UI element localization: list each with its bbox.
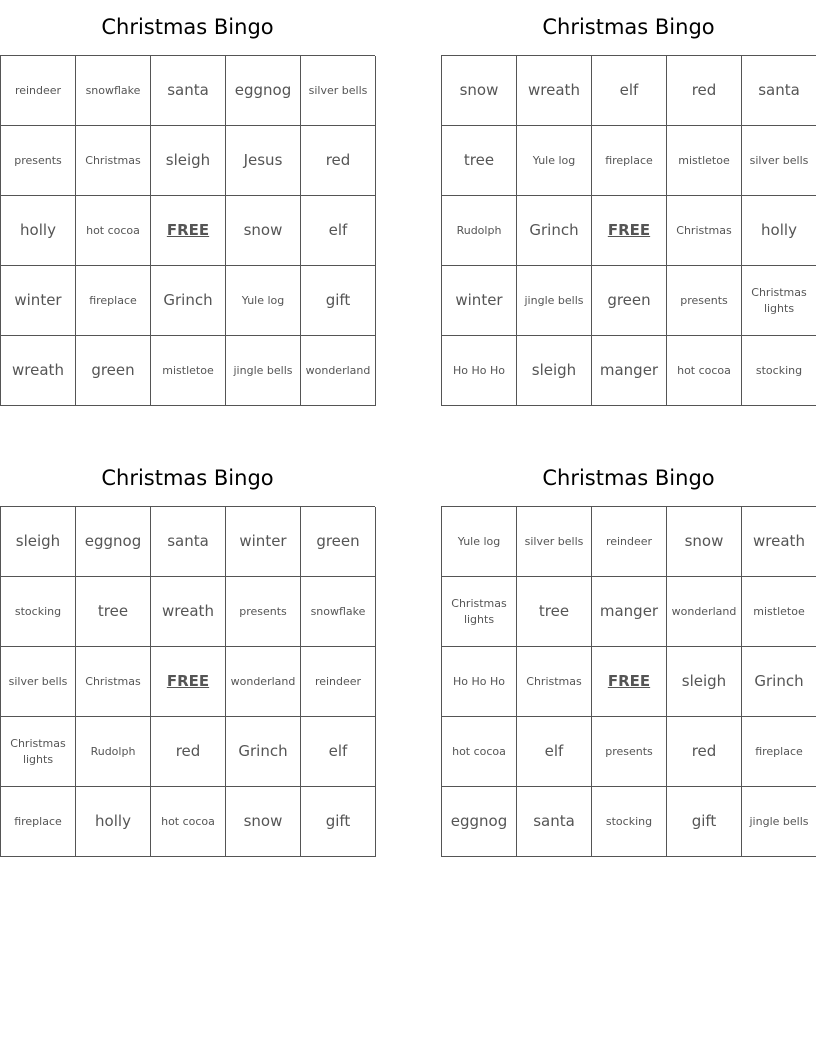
bingo-cell: mistletoe [151,336,226,406]
bingo-cell: sleigh [1,507,76,577]
card-title: Christmas Bingo [542,466,715,490]
bingo-grid [441,506,816,857]
bingo-grid [441,55,816,406]
bingo-cell: reindeer [1,56,76,126]
bingo-cell: jingle bells [226,336,301,406]
bingo-cell: silver bells [517,507,592,577]
bingo-cell: fireplace [742,717,816,787]
bingo-cell: stocking [742,336,816,406]
bingo-cell: Grinch [226,717,301,787]
bingo-cell: manger [592,577,667,647]
free-space-cell: FREE [592,196,667,266]
bingo-cell: eggnog [442,787,517,857]
bingo-cell: holly [742,196,816,266]
bingo-cell: gift [301,787,376,857]
bingo-cell: Ho Ho Ho [442,647,517,717]
bingo-cell: jingle bells [517,266,592,336]
bingo-card-3 [0,451,375,857]
bingo-cell: snow [442,56,517,126]
bingo-cell: eggnog [76,507,151,577]
bingo-cell: holly [76,787,151,857]
bingo-cell: red [301,126,376,196]
bingo-cell: red [667,56,742,126]
bingo-cell: sleigh [151,126,226,196]
bingo-cell: stocking [1,577,76,647]
card-title: Christmas Bingo [542,15,715,39]
bingo-cell: elf [301,717,376,787]
bingo-cell: wreath [517,56,592,126]
bingo-cell: presents [1,126,76,196]
bingo-cell: silver bells [1,647,76,717]
bingo-cell: green [592,266,667,336]
bingo-grid [0,506,375,857]
free-space-cell: FREE [151,196,226,266]
bingo-cell: manger [592,336,667,406]
bingo-cell: winter [442,266,517,336]
bingo-cell: fireplace [1,787,76,857]
bingo-cell: sleigh [517,336,592,406]
bingo-cell: Christmas [517,647,592,717]
bingo-cell: Jesus [226,126,301,196]
bingo-cell: silver bells [742,126,816,196]
bingo-cell: Yule log [517,126,592,196]
bingo-cell: fireplace [592,126,667,196]
bingo-cell: wonderland [226,647,301,717]
bingo-cell: stocking [592,787,667,857]
card-title: Christmas Bingo [101,15,274,39]
bingo-cell: eggnog [226,56,301,126]
bingo-cell: gift [667,787,742,857]
bingo-cell: reindeer [301,647,376,717]
bingo-cell: wonderland [301,336,376,406]
card-title: Christmas Bingo [101,466,274,490]
bingo-cell: Rudolph [76,717,151,787]
bingo-cell: wreath [742,507,816,577]
bingo-cell: green [301,507,376,577]
bingo-cell: red [667,717,742,787]
free-space-cell: FREE [151,647,226,717]
bingo-cell: reindeer [592,507,667,577]
bingo-cell: snow [226,196,301,266]
bingo-cell: santa [151,507,226,577]
bingo-cell: Christmas lights [1,717,76,787]
bingo-cell: hot cocoa [442,717,517,787]
bingo-cell: snow [667,507,742,577]
bingo-cell: winter [226,507,301,577]
bingo-cell: tree [517,577,592,647]
bingo-cell: hot cocoa [76,196,151,266]
bingo-cell: gift [301,266,376,336]
bingo-cell: elf [592,56,667,126]
bingo-cell: green [76,336,151,406]
bingo-card-4 [441,451,816,857]
bingo-cell: Ho Ho Ho [442,336,517,406]
bingo-cell: wonderland [667,577,742,647]
bingo-cell: holly [1,196,76,266]
bingo-cell: hot cocoa [151,787,226,857]
bingo-cell: fireplace [76,266,151,336]
bingo-cell: sleigh [667,647,742,717]
bingo-cell: Christmas [76,126,151,196]
bingo-grid [0,55,375,406]
bingo-cell: presents [226,577,301,647]
bingo-cell: Christmas [667,196,742,266]
bingo-cell: Christmas [76,647,151,717]
bingo-cell: snowflake [76,56,151,126]
bingo-cell: santa [517,787,592,857]
bingo-cell: mistletoe [742,577,816,647]
bingo-cell: elf [301,196,376,266]
bingo-cell: Grinch [151,266,226,336]
bingo-cell: mistletoe [667,126,742,196]
free-space-cell: FREE [592,647,667,717]
bingo-cell: presents [592,717,667,787]
bingo-cell: presents [667,266,742,336]
bingo-cell: elf [517,717,592,787]
bingo-cell: wreath [1,336,76,406]
bingo-cell: Rudolph [442,196,517,266]
bingo-cell: winter [1,266,76,336]
bingo-cell: snow [226,787,301,857]
bingo-card-1 [0,0,375,406]
bingo-cell: snowflake [301,577,376,647]
bingo-cell: Yule log [226,266,301,336]
bingo-cell: hot cocoa [667,336,742,406]
bingo-cell: tree [76,577,151,647]
bingo-cell: tree [442,126,517,196]
bingo-card-2 [441,0,816,406]
bingo-cell: red [151,717,226,787]
bingo-cell: Grinch [517,196,592,266]
bingo-cell: jingle bells [742,787,816,857]
bingo-cell: Christmas lights [442,577,517,647]
bingo-cell: Grinch [742,647,816,717]
bingo-cell: santa [151,56,226,126]
bingo-cell: silver bells [301,56,376,126]
bingo-cell: Yule log [442,507,517,577]
bingo-cell: santa [742,56,816,126]
bingo-cell: wreath [151,577,226,647]
bingo-cell: Christmas lights [742,266,816,336]
